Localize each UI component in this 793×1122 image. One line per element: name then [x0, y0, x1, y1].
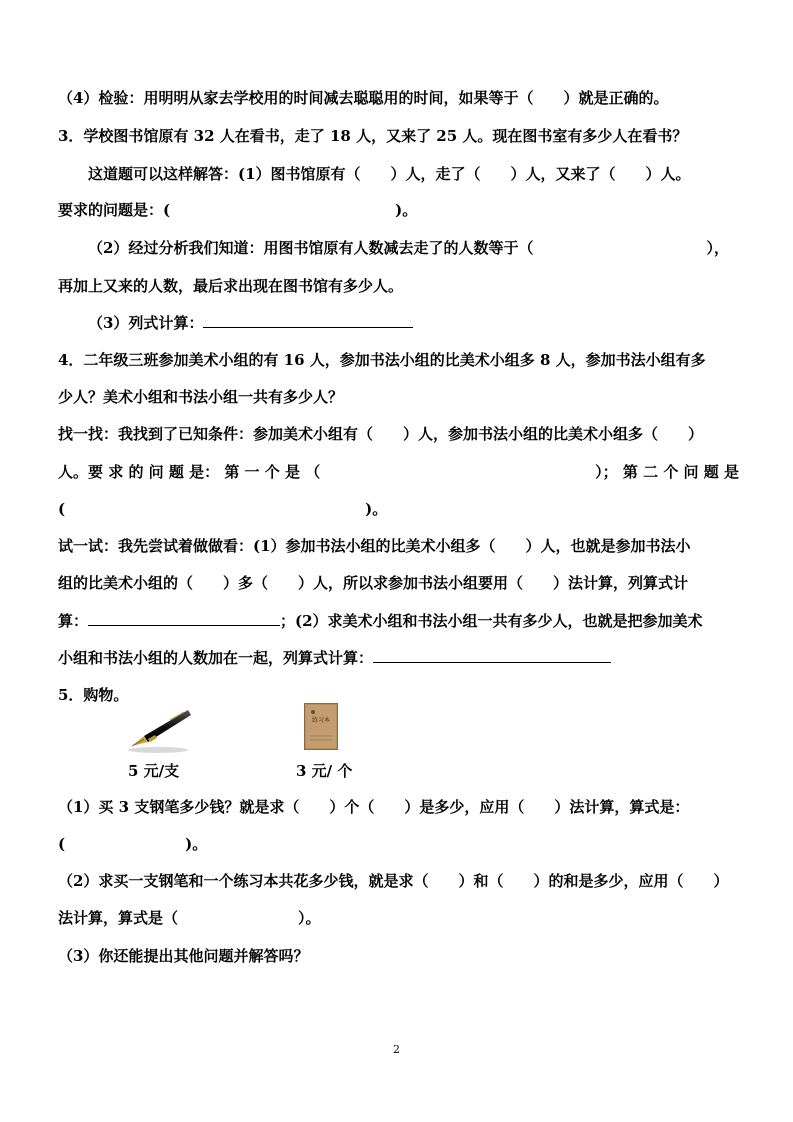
q4-line-8b: ；(2）求美术小组和书法小组一共有多少人，也就是把参加美术	[280, 612, 703, 630]
q4-line-1: 4．二年级三班参加美术小组的有 16 人，参加书法小组的比美术小组多 8 人，参加书法小组有多	[58, 351, 706, 369]
q5-part-1-answer: ( )。	[58, 835, 208, 853]
q3-step2-text: （2）经过分析我们知道：用图书馆原有人数减去走了的人数等于（	[88, 239, 534, 257]
q4-line-4a: 人。要 求 的 问 题 是： 第 一 个 是 （	[58, 463, 321, 481]
q5-part-3: （3）你还能提出其他问题并解答吗？	[58, 947, 309, 965]
pen-image	[124, 706, 194, 756]
q5-part-2-answer: 法计算，算式是（ ）。	[58, 909, 321, 927]
q4-line-2: 少人？美术小组和书法小组一共有多少人？	[58, 388, 344, 406]
q3-step2-line	[88, 238, 729, 258]
q5-part-1: （1）买 3 支钢笔多少钱？就是求（ ）个（ ）是多少，应用（ ）法计算，算式是：	[58, 798, 690, 816]
q3-step4: （4）检验：用明明从家去学校用的时间减去聪聪用的时间，如果等于（ ）就是正确的。	[58, 89, 669, 107]
q4-line-7: 组的比美术小组的（ ）多（ ）人，所以求参加书法小组要用（ ）法计算，列算式计	[58, 574, 689, 592]
q4-line-9-text: 小组和书法小组的人数加在一起，列算式计算：	[58, 649, 374, 667]
q4-line-8a: 算：	[58, 612, 89, 630]
q3-hint: 这道题可以这样解答：(1）图书馆原有（ ）人，走了（ ）人，又来了（ ）人。	[88, 165, 691, 183]
q3-question: 要求的问题是：( )。	[58, 201, 418, 219]
q4-line-4	[58, 462, 739, 482]
q4-line-8	[58, 611, 703, 631]
q3-answer-blank[interactable]	[203, 313, 413, 328]
q4-line-6: 试一试：我先尝试着做做看：(1）参加书法小组的比美术小组多（ ）人，也就是参加书法小	[58, 537, 691, 555]
q4-answer-blank-1[interactable]	[88, 611, 280, 626]
q4-line-9	[58, 648, 611, 668]
notebook-cover-text: 练习本	[311, 717, 331, 724]
q4-line-4b: ）； 第 二 个 问 题 是	[595, 463, 739, 481]
q4-line-5: ( )。	[58, 500, 388, 518]
page-number: 2	[393, 1043, 400, 1056]
q3-step3-line	[88, 313, 413, 333]
notebook-image	[304, 703, 338, 750]
notebook-price: 3 元/ 个	[296, 762, 353, 780]
q5-title: 5．购物。	[58, 686, 129, 704]
q3-step2-close: ），	[706, 239, 729, 257]
q3-step2-cont: 再加上又来的人数，最后求出现在图书馆有多少人。	[58, 277, 404, 295]
q4-answer-blank-2[interactable]	[373, 648, 611, 663]
q4-line-3: 找一找：我找到了已知条件：参加美术小组有（ ）人，参加书法小组的比美术小组多（ ）	[58, 425, 704, 443]
q3-step3-label: （3）列式计算：	[88, 314, 204, 332]
pen-price: 5 元/支	[128, 762, 180, 780]
q5-part-2: （2）求买一支钢笔和一个练习本共花多少钱，就是求（ ）和（ ）的和是多少，应用（ ）	[58, 872, 729, 890]
q3-title: 3．学校图书馆原有 32 人在看书，走了 18 人，又来了 25 人。现在图书室有多少人在看书？	[58, 127, 688, 145]
